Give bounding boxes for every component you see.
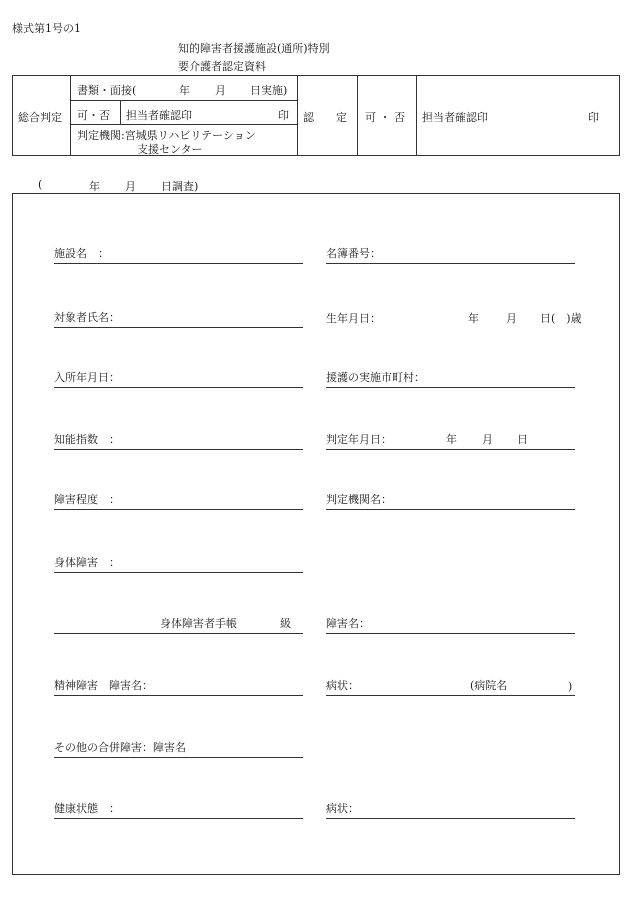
physical-grade-label: 級: [280, 617, 291, 630]
survey-date-open: (: [38, 178, 43, 191]
admission-date-label: 入所年月日：: [54, 371, 120, 384]
health-symptoms-label: 病状：: [326, 802, 359, 815]
judgement-date-label: 判定年月日：: [326, 433, 392, 446]
subject-name-field[interactable]: [54, 310, 303, 328]
judgement-agency-label: 判定機関名：: [326, 493, 392, 506]
iq-field[interactable]: [54, 432, 303, 450]
agency-line2: 支援センター: [137, 143, 203, 156]
mental-disability-label: 精神障害 障害名：: [54, 679, 153, 692]
overall-judgement-label: 総合判定: [18, 111, 62, 124]
judgement-agency-field[interactable]: [326, 492, 575, 510]
disability-level-label: 障害程度 ：: [54, 493, 120, 506]
certification-approve-reject: 可 ・ 否: [365, 111, 405, 124]
other-complications-field[interactable]: [54, 740, 303, 758]
judgement-date-field[interactable]: [326, 432, 575, 450]
health-status-field[interactable]: [54, 801, 303, 819]
physical-disability-field[interactable]: [54, 555, 303, 573]
registry-number-field[interactable]: [326, 246, 575, 264]
physical-disability-label: 身体障害 ：: [54, 556, 120, 569]
health-symptoms-field[interactable]: [326, 801, 575, 819]
judgement-month: 月: [482, 433, 493, 446]
birth-date-field[interactable]: [326, 310, 589, 328]
birth-date-label: 生年月日：: [326, 312, 381, 325]
document-title: 知的障害者援護施設(通所)特別: [178, 42, 330, 55]
survey-year: 年: [89, 180, 100, 193]
municipality-field[interactable]: [326, 370, 575, 388]
birth-day-age: 日( )歳: [540, 312, 582, 325]
disability-name-field[interactable]: [326, 616, 575, 634]
method-label: 書類・面接(: [77, 84, 137, 97]
physical-handbook-field[interactable]: [54, 616, 303, 634]
mental-symptoms-label: 病状：: [326, 679, 359, 692]
certification-seal: 印: [588, 111, 599, 124]
method-year: 年: [179, 84, 190, 97]
facility-name-field[interactable]: [54, 246, 303, 264]
certification-staff-confirm: 担当者確認印: [422, 111, 488, 124]
approve-reject: 可・否: [77, 109, 110, 122]
disability-name-label: 障害名：: [326, 617, 370, 630]
survey-date: [38, 178, 199, 193]
survey-month: 月: [125, 180, 136, 193]
method-month: 月: [215, 84, 226, 97]
iq-label: 知能指数 ：: [54, 433, 120, 446]
form-body: [12, 193, 620, 875]
disability-level-field[interactable]: [54, 492, 303, 510]
mental-disability-field[interactable]: [54, 678, 303, 696]
staff-confirm-label: 担当者確認印: [126, 109, 192, 122]
registry-number-label: 名簿番号：: [326, 247, 381, 260]
facility-name-label: 施設名 ：: [54, 247, 109, 260]
agency-line1: 判定機関:宮城県リハビリテーション: [77, 129, 256, 142]
method-day: 日実施): [250, 84, 288, 97]
mental-symptoms-field[interactable]: [326, 678, 575, 696]
health-status-label: 健康状態 ：: [54, 802, 120, 815]
municipality-label: 援護の実施市町村：: [326, 371, 425, 384]
form-number: 様式第1号の1: [12, 22, 81, 35]
physical-handbook-label: 身体障害者手帳: [160, 617, 237, 630]
judgement-table: [12, 75, 620, 156]
survey-day: 日調査): [161, 180, 199, 193]
judgement-year: 年: [446, 433, 457, 446]
birth-year: 年: [468, 312, 479, 325]
hospital-close-paren: ): [568, 680, 573, 693]
seal-mark: 印: [278, 109, 289, 122]
subject-name-label: 対象者氏名：: [54, 311, 120, 324]
document-subtitle: 要介護者認定資料: [178, 60, 266, 73]
hospital-name-label: (病院名: [470, 679, 508, 692]
other-complications-label: その他の合併障害：障害名: [54, 741, 186, 754]
certification-label: 認 定: [303, 111, 347, 124]
admission-date-field[interactable]: [54, 370, 303, 388]
judgement-day: 日: [517, 433, 528, 446]
birth-month: 月: [506, 312, 517, 325]
